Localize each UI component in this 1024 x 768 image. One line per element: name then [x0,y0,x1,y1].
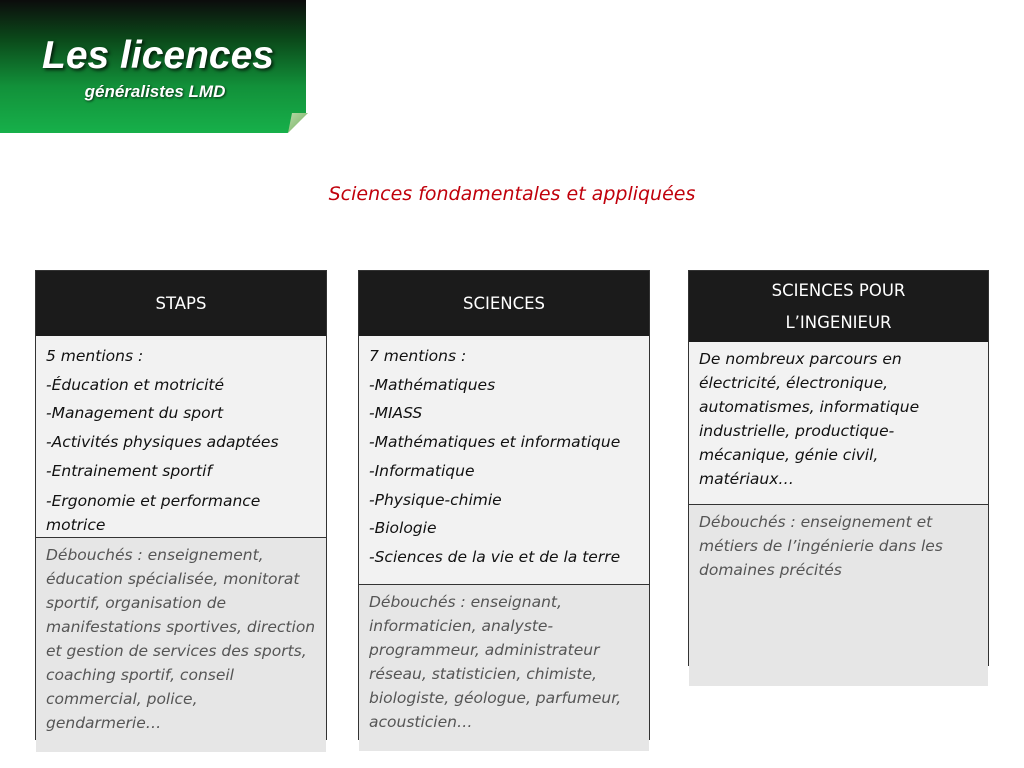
card-staps-mentions [36,336,326,538]
page-title: Les licences [42,34,274,77]
mentions-count: 5 mentions : [46,347,144,365]
card-engineering-title-line: L’INGENIEUR [785,312,892,332]
card-staps-heading [36,271,326,336]
card-engineering-outlets: Débouchés : enseignement et métiers de l’ingénierie dans les domaines précités [689,505,988,686]
mention-item: -MIASS [369,404,423,423]
card-engineering-description: De nombreux parcours en électricité, électronique, automatismes, informatique industrielle, productique-mécanique, génie civil, matériaux… [689,342,988,505]
mention-item: -Activités physiques adaptées [46,433,279,452]
mention-item: -Entrainement sportif [46,461,212,480]
mention-item: -Sciences de la vie et de la terre [369,547,621,566]
card-staps [35,270,327,740]
mention-item: -Informatique [369,461,475,480]
card-engineering-title-line: SCIENCES POUR [771,280,906,300]
card-sciences-mentions [359,336,649,585]
card-staps-outlets: Débouchés : enseignement, éducation spécialisée, monitorat sportif, organisation de manifestations sportives, direction et gestion de services des sports, coaching sportif, conseil commercial, police, gendarmerie… [36,538,326,752]
page-subtitle: généralistes LMD [84,82,226,101]
section-title: Sciences fondamentales et appliquées [328,183,696,205]
card-staps-title: STAPS [155,293,207,313]
mention-item: -Physique-chimie [369,490,502,509]
card-sciences [358,270,650,740]
card-engineering-heading [689,271,988,342]
mention-item: -Mathématiques et informatique [369,433,621,452]
mentions-count: 7 mentions : [369,347,467,365]
mention-item: -Ergonomie et performance motrice [46,491,261,534]
card-sciences-heading [359,271,649,336]
mention-item: -Biologie [369,519,437,538]
mention-item: -Éducation et motricité [46,375,225,394]
card-engineering [688,270,989,666]
mention-item: -Management du sport [46,404,224,423]
mention-item: -Mathématiques [369,375,496,394]
card-sciences-outlets: Débouchés : enseignant, informaticien, analyste-programmeur, administrateur réseau, statisticien, chimiste, biologiste, géologue, parfumeur, acousticien… [359,585,649,751]
card-sciences-title: SCIENCES [462,293,546,313]
